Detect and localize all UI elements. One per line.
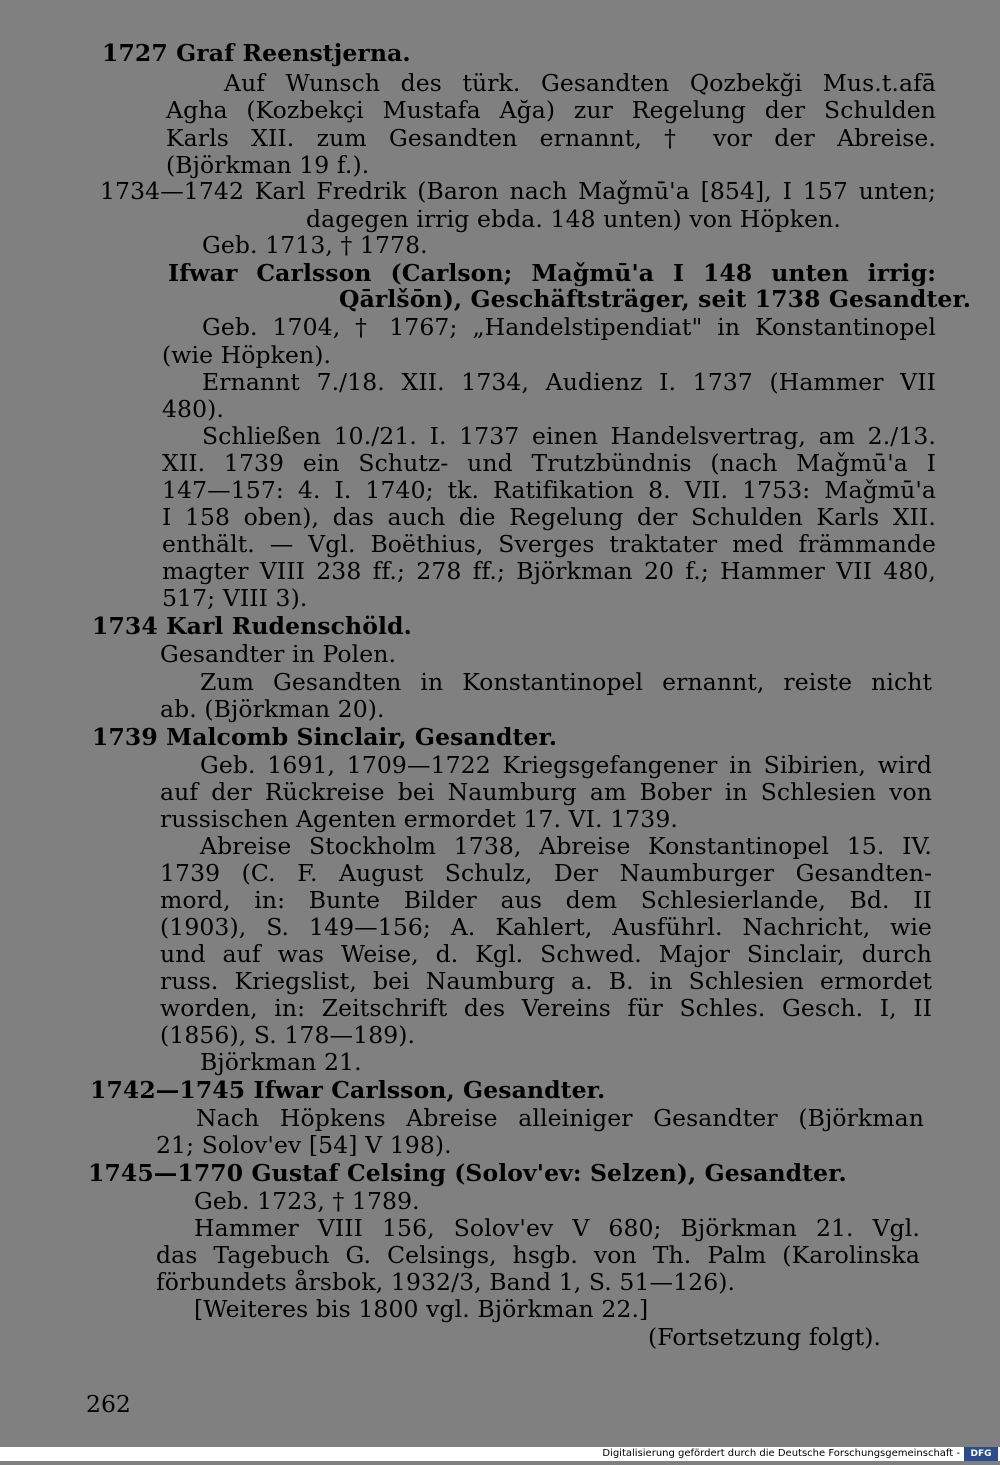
text-line: Geb. 1723, † 1789. (194, 1187, 420, 1215)
text-line: förbundets årsbok, 1932/3, Band 1, S. 51—126). (156, 1268, 736, 1296)
text-line: I 158 oben), das auch die Regelung der Schulden Karls XII. (162, 503, 936, 531)
dfg-logo: DFG (964, 1447, 998, 1461)
text-line: Karls XII. zum Gesandten ernannt, † vor der Abreise. (166, 124, 936, 152)
text-line: (1856), S. 178—189). (160, 1021, 416, 1049)
text-line: russischen Agenten ermordet 17. VI. 1739. (160, 805, 678, 833)
entry-heading: 1734—1742 Karl Fredrik (Baron nach Maǧmū'a [854], I 157 unten; (100, 177, 936, 205)
text-line: (Björkman 19 f.). (166, 151, 370, 179)
text-line: Nach Höpkens Abreise alleiniger Gesandter (Björkman (196, 1104, 924, 1132)
text-line: Auf Wunsch des türk. Gesandten Qozbekği Mus.t.afā (224, 69, 936, 97)
text-line: Geb. 1691, 1709—1722 Kriegsgefangener in Sibirien, wird (200, 751, 932, 779)
text-line: Abreise Stockholm 1738, Abreise Konstantinopel 15. IV. (200, 832, 932, 860)
text-line: (wie Höpken). (162, 341, 332, 369)
text-line: Geb. 1704, † 1767; „Handelstipendiat" in Konstantinopel (202, 313, 936, 341)
continuation-note: (Fortsetzung folgt). (648, 1323, 882, 1351)
text-line: XII. 1739 ein Schutz- und Trutzbündnis (nach Maǧmū'a I (162, 449, 936, 477)
text-line: 1739 (C. F. August Schulz, Der Naumburger Gesandten- (160, 859, 932, 887)
text-line: (1903), S. 149—156; A. Kahlert, Ausführl. Nachricht, wie (160, 913, 932, 941)
text-line: dagegen irrig ebda. 148 unten) von Höpken. (306, 205, 841, 233)
text-line: Zum Gesandten in Konstantinopel ernannt, reiste nicht (200, 668, 932, 696)
text-line: enthält. — Vgl. Boëthius, Sverges traktater med främmande (162, 530, 936, 558)
entry-subheading: Qārlšōn), Geschäftsträger, seit 1738 Gesandter. (339, 285, 972, 313)
text-line: mord, in: Bunte Bilder aus dem Schlesierlande, Bd. II (160, 886, 932, 914)
text-line: Gesandter in Polen. (160, 640, 397, 668)
text-line: 147—157: 4. I. 1740; tk. Ratifikation 8. VII. 1753: Maǧmū'a (162, 476, 936, 504)
footer-credit: Digitalisierung gefördert durch die Deutsche Forschungsgemeinschaft - (0, 1447, 1000, 1461)
text-line: Geb. 1713, † 1778. (202, 231, 428, 259)
text-line: das Tagebuch G. Celsings, hsgb. von Th. Palm (Karolinska (156, 1241, 920, 1269)
text-line: 480). (162, 395, 224, 423)
entry-heading: 1742—1745 Ifwar Carlsson, Gesandter. (90, 1076, 606, 1104)
text-line: Björkman 21. (200, 1048, 362, 1076)
entry-heading: 1727 Graf Reenstjerna. (102, 39, 411, 67)
text-line: Ernannt 7./18. XII. 1734, Audienz I. 1737 (Hammer VII (202, 368, 936, 396)
page-number: 262 (86, 1390, 131, 1418)
text-line: [Weiteres bis 1800 vgl. Björkman 22.] (194, 1295, 649, 1323)
text-line: 517; VIII 3). (162, 584, 308, 612)
entry-subheading: Ifwar Carlsson (Carlson; Maǧmū'a I 148 unten irrig: (168, 259, 936, 287)
text-line: und auf was Weise, d. Kgl. Schwed. Major Sinclair, durch (160, 940, 932, 968)
text-line: Schließen 10./21. I. 1737 einen Handelsvertrag, am 2./13. (202, 422, 936, 450)
text-line: magter VIII 238 ff.; 278 ff.; Björkman 20 f.; Hammer VII 480, (162, 557, 936, 585)
text-line: Agha (Kozbekçi Mustafa Ağa) zur Regelung der Schulden (166, 96, 936, 124)
text-line: ab. (Björkman 20). (160, 695, 385, 723)
text-line: Hammer VIII 156, Solov'ev V 680; Björkman 21. Vgl. (194, 1214, 920, 1242)
entry-heading: 1745—1770 Gustaf Celsing (Solov'ev: Selzen), Gesandter. (88, 1159, 847, 1187)
text-line: 21; Solov'ev [54] V 198). (156, 1131, 452, 1159)
text-line: russ. Kriegslist, bei Naumburg a. B. in Schlesien ermordet (160, 967, 932, 995)
text-line: worden, in: Zeitschrift des Vereins für Schles. Gesch. I, II (160, 994, 932, 1022)
text-line: auf der Rückreise bei Naumburg am Bober in Schlesien von (160, 778, 932, 806)
entry-heading: 1734 Karl Rudenschöld. (92, 612, 412, 640)
entry-heading: 1739 Malcomb Sinclair, Gesandter. (92, 723, 558, 751)
